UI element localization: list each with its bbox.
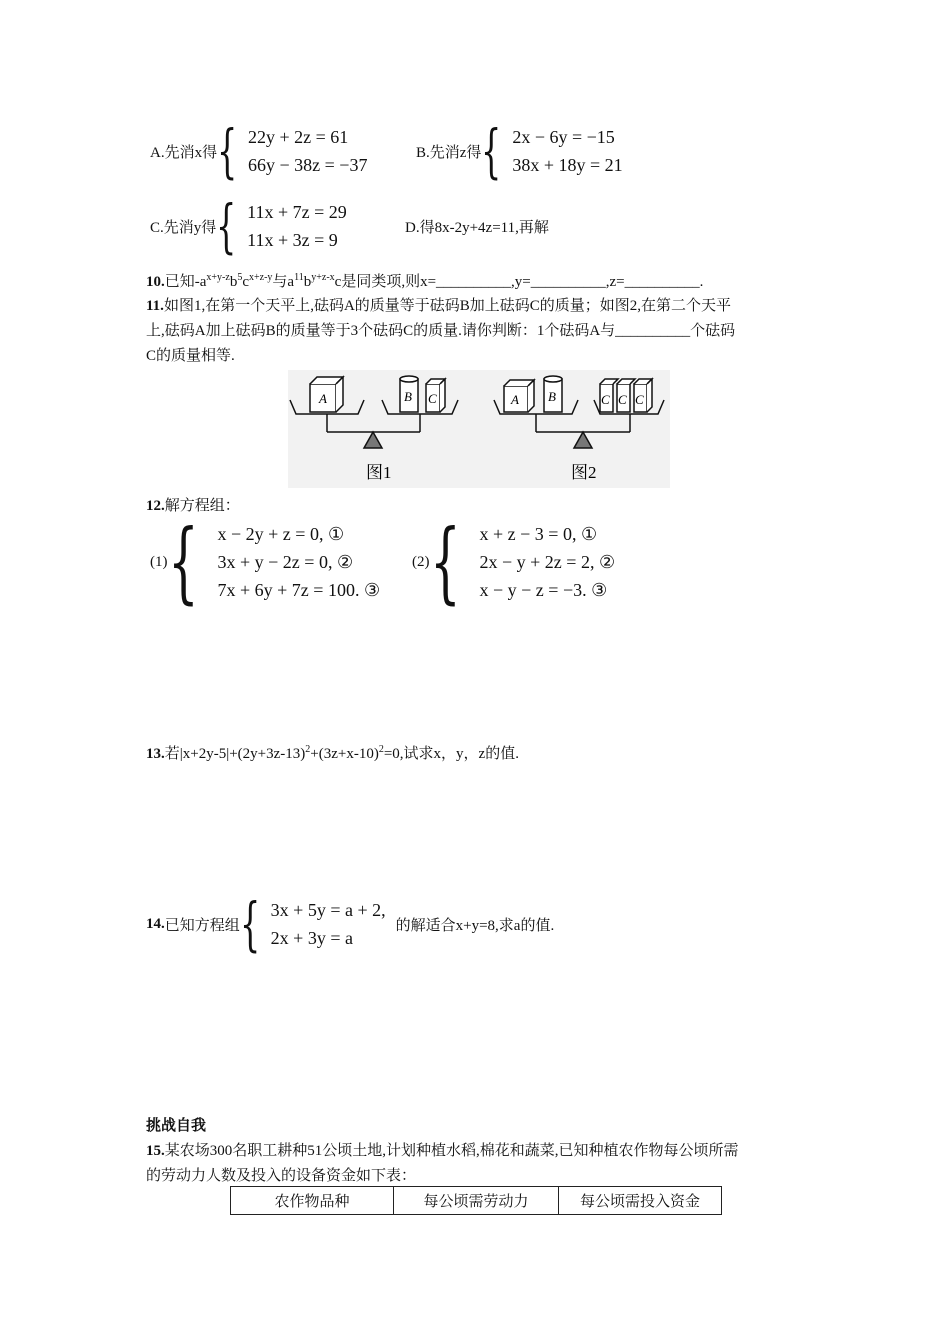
option-a-system [248,123,367,179]
question-11-line1 [146,294,731,315]
brace-icon: { [481,117,502,185]
table-header-cell: 农作物品种 [231,1187,394,1215]
q13-text: 若|x+2y-5|+(2y+3z-13) [164,746,306,762]
exponent: 11 [294,272,304,283]
option-c-label: C.先消y得 [150,219,217,236]
equation: 2x − 6y = −15 [512,127,615,147]
q13-text: +(3z+x-10) [310,746,379,762]
question-number: 12. [146,498,165,514]
q10-text: c是同类项,则x=__________,y=__________,z=__________. [334,274,704,290]
option-c [150,192,347,260]
weight-c-label: C [635,392,644,407]
weight-b-label: B [548,389,556,404]
question-11-line2: 上,砝码A加上砝码B的质量等于3个砝码C的质量.请你判断：1个砝码A与__________个砝码 [146,323,736,339]
system-1 [150,510,381,613]
q10-text: b [303,274,312,290]
question-number: 13. [146,746,165,762]
option-b-system [512,123,622,179]
brace-icon: { [429,510,461,613]
equation: 7x + 6y + 7z = 100. ③ [217,580,381,600]
question-10 [146,270,703,291]
equation: 11x + 7z = 29 [247,202,347,222]
exponent: y+z-x [311,272,335,283]
equation: 2x + 3y = a [270,928,353,948]
balance-figure [288,370,670,488]
crop-table [230,1186,722,1215]
equation: 22y + 2z = 61 [248,127,349,147]
weight-c-label: C [618,392,627,407]
option-b [416,117,623,185]
q10-text: c [242,274,249,290]
brace-icon: { [239,890,261,958]
q14-system [271,896,386,952]
equation: x + z − 3 = 0, ① [479,524,598,544]
table-header-row [231,1187,722,1215]
q10-text: b [229,274,238,290]
question-13 [146,742,519,763]
equation: 38x + 18y = 21 [512,155,623,175]
q10-text: 已知-a [164,274,207,290]
weight-b-label: B [404,389,412,404]
system-2-label: (2) [412,553,430,570]
exponent: x+y-z [206,272,230,283]
table-header-cell: 每公顷需投入资金 [559,1187,722,1215]
weight-a-label: A [511,392,519,407]
option-d: D.得8x-2y+4z=11,再解 [405,220,549,236]
equation: 2x − y + 2z = 2, ② [479,552,616,572]
question-number: 10. [146,274,165,290]
option-a [150,117,368,185]
question-number: 15. [146,1143,165,1159]
question-number: 11. [146,298,164,314]
equation: 11x + 3z = 9 [247,230,338,250]
weight-a-label: A [319,391,327,406]
figure-1-caption: 图1 [366,463,392,482]
q15-text: 某农场300名职工耕种51公顷土地,计划种植水稻,棉花和蔬菜,已知种植农作物每公顷所需 [164,1143,739,1159]
question-15-line2: 的劳动力人数及投入的设备资金如下表： [146,1168,417,1184]
q13-text: =0,试求x，y，z的值. [383,746,519,762]
question-15-line1 [146,1139,739,1160]
system-2-equations [480,520,616,604]
exponent: 2 [378,744,384,755]
equation: x − y − z = −3. ③ [479,580,608,600]
question-number: 14. [146,915,165,932]
brace-icon: { [167,510,199,613]
q11-text: 如图1,在第一个天平上,砝码A的质量等于砝码B加上砝码C的质量；如图2,在第二个天平 [163,298,732,314]
question-11-line3: C的质量相等. [146,348,235,364]
equation: 3x + y − 2z = 0, ② [217,552,354,572]
q14-post-text: 的解适合x+y=8,求a的值. [395,917,555,934]
q10-text: 与a [272,274,295,290]
equation: 3x + 5y = a + 2, [270,900,386,920]
exponent: x+z-y [249,272,273,283]
exponent: 5 [237,272,243,283]
system-2 [412,510,616,613]
figure-2-caption: 图2 [571,463,597,482]
section-heading: 挑战自我 [146,1118,207,1134]
weight-c-label: C [601,392,610,407]
option-a-label: A.先消x得 [150,144,218,161]
q14-pre-text: 已知方程组 [164,917,240,934]
table-header-cell: 每公顷需劳动力 [394,1187,559,1215]
option-c-system [247,198,347,254]
brace-icon: { [217,117,238,185]
option-b-label: B.先消z得 [416,144,482,161]
weight-c-label: C [428,391,437,406]
question-14 [146,890,555,958]
q12-text: 解方程组： [164,498,240,514]
system-1-equations [218,520,381,604]
equation: 66y − 38z = −37 [248,155,368,175]
equation: x − 2y + z = 0, ① [217,524,345,544]
system-1-label: (1) [150,553,168,570]
brace-icon: { [216,192,237,260]
exponent: 2 [305,744,311,755]
